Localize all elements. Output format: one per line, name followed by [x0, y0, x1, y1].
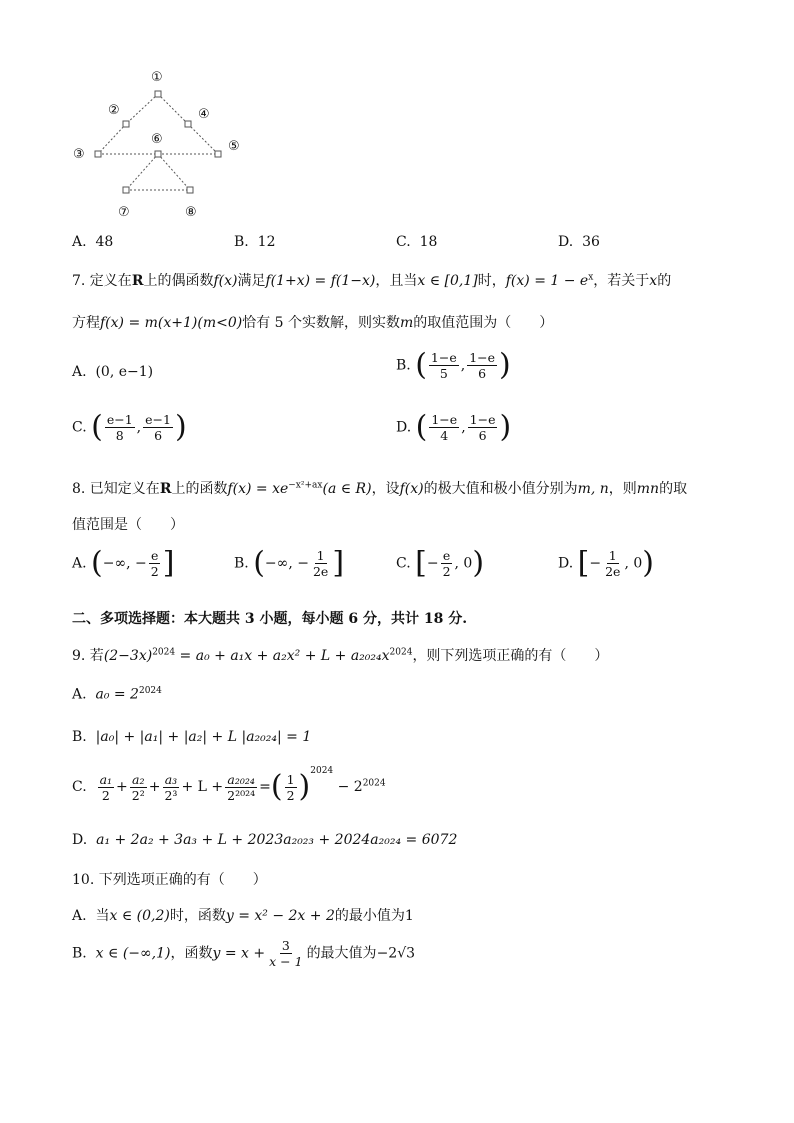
q7-stem-line2: 方程f(x) = m(x+1)(m<0)恰有 5 个实数解，则实数m的取值范围为（ ）	[72, 315, 554, 331]
q6-option-a[interactable]: A. 48	[72, 234, 114, 250]
q9-option-b[interactable]: B. |a₀| + |a₁| + |a₂| + L |a₂₀₂₄| = 1	[72, 729, 312, 745]
q8-option-a[interactable]: A. (−∞, − $\frac{e}{2}$ ]	[72, 545, 175, 581]
node-label-1: ①	[151, 70, 163, 85]
q8-option-c[interactable]: C. [− $\frac{e}{2}$ , 0)	[396, 545, 485, 581]
node-label-4: ④	[198, 107, 210, 122]
q7-stem-line1: 7. 定义在R上的偶函数f(x)满足f(1+x) = f(1−x)，且当x ∈ [0,1]时，$f(x) = 1 - e^x$，若关于x的	[72, 272, 672, 289]
q10-option-b[interactable]: B. x ∈ (−∞,1)，函数y = x + $\frac{3}{x - 1}$ 的最大值为−2√3	[72, 938, 416, 969]
node-label-5: ⑤	[228, 139, 240, 154]
q9-option-c[interactable]: C. $\frac{\text{a₁}}{2}$ + $\frac{\text{a₂}}{\text{2²}}$ + $\frac{\text{a₃}}{\text{2³}}$ + L + $\frac{\text{a₂₀₂₄}}{\text{2²⁰²⁴}}$ =( $\frac{1}{2}$ )$^{2024} - 2^{2024}$	[72, 766, 386, 804]
q7-option-a[interactable]: A. (0, e−1)	[72, 364, 154, 380]
q8-option-b[interactable]: B. (−∞, − $\frac{1}{2e}$ ]	[234, 545, 345, 581]
q6-option-d[interactable]: D. 36	[558, 234, 600, 250]
q7-option-c[interactable]: C. ( $\frac{e-1}{8}$ , $\frac{e-1}{6}$ )	[72, 409, 187, 445]
q10-option-a[interactable]: A. 当x ∈ (0,2)时，函数y = x² − 2x + 2的最小值为1	[72, 908, 414, 924]
node-label-6: ⑥	[151, 132, 163, 147]
q9-option-a[interactable]: A. $a_0 = 2^{2024}$	[72, 686, 162, 703]
node-label-8: ⑧	[185, 205, 197, 220]
q8-stem-line1: 8. 已知定义在R上的函数$f(x) = xe^{-x^2+ax}(a$ ∈ R)，设f(x)的极大值和极小值分别为m, n，则mn的取	[72, 480, 688, 497]
q8-option-d[interactable]: D. [− $\frac{1}{2e}$ , 0)	[558, 545, 654, 581]
q6-option-b[interactable]: B. 12	[234, 234, 276, 250]
q7-option-b[interactable]: B. ( $\frac{1-e}{5}$ , $\frac{1-e}{6}$ )	[396, 347, 511, 383]
node-label-7: ⑦	[118, 205, 130, 220]
node-label-3: ③	[73, 147, 85, 162]
q8-stem-line2: 值范围是（ ）	[72, 517, 184, 533]
q9-stem: 9. 若$(2-3x)^{2024} = a_0 + a_1x + a_2x^2 + L + a_{2024}x^{2024}$，则下列选项正确的有（ ）	[72, 647, 609, 664]
node-label-2: ②	[108, 103, 120, 118]
q6-option-c[interactable]: C. 18	[396, 234, 438, 250]
section-2-heading: 二、多项选择题：本大题共 3 小题，每小题 6 分，共计 18 分.	[72, 611, 468, 627]
network-figure	[70, 66, 250, 226]
q10-stem: 10. 下列选项正确的有（ ）	[72, 872, 267, 888]
q7-option-d[interactable]: D. ( $\frac{1-e}{4}$ , $\frac{1-e}{6}$ )	[396, 409, 512, 445]
q9-option-d[interactable]: D. a₁ + 2a₂ + 3a₃ + L + 2023a₂₀₂₃ + 2024a₂₀₂₄ = 6072	[72, 832, 458, 848]
